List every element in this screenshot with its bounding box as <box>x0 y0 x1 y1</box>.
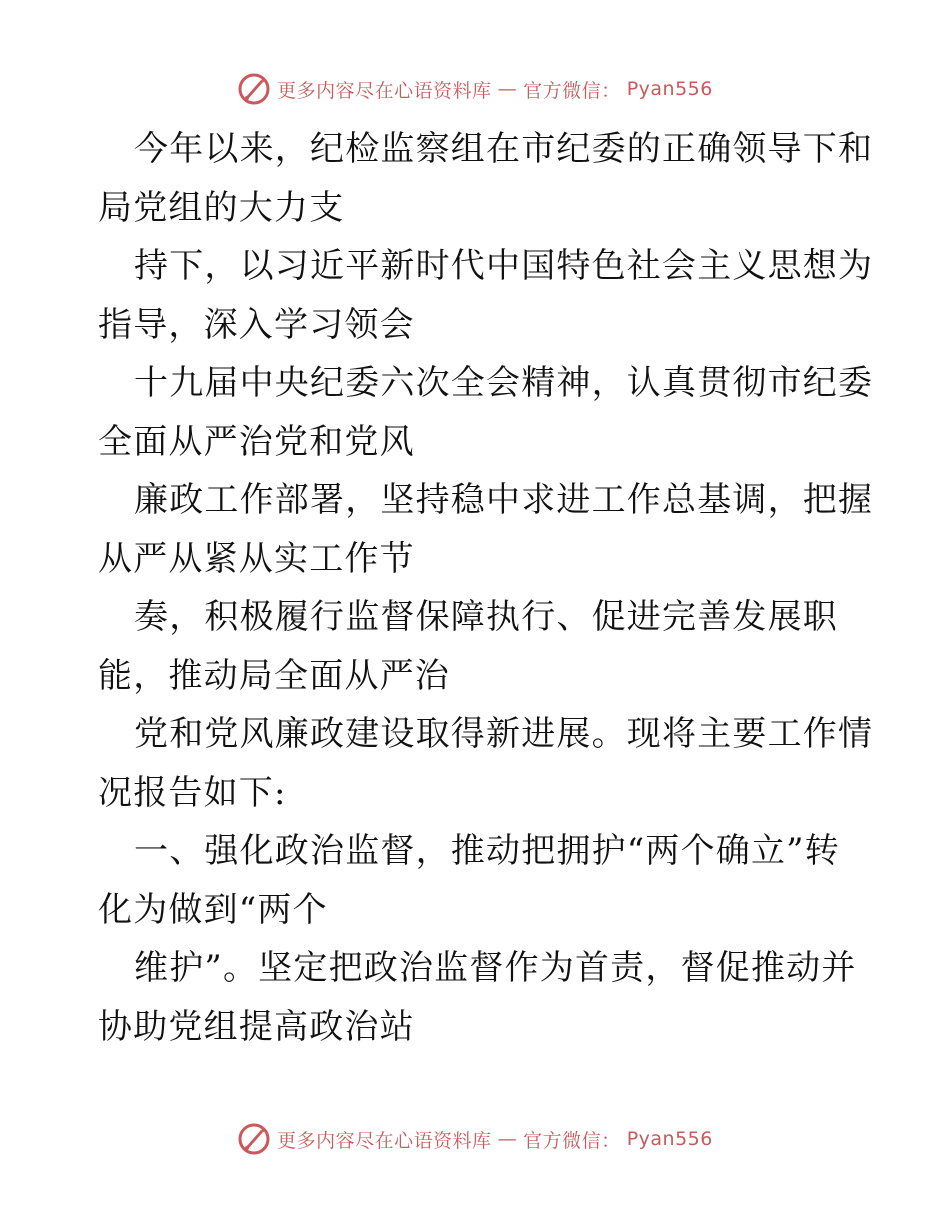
body-line: 化为做到“两个 <box>98 889 328 930</box>
body-line: 局党组的大力支 <box>98 187 345 228</box>
quill-logo-icon <box>237 1122 271 1156</box>
body-line: 奏，积极履行监督保障执行、促进完善发展职 <box>134 597 838 637</box>
watermark-separator: — <box>497 1128 518 1150</box>
body-line: 协助党组提高政治站 <box>98 1006 415 1047</box>
body-line: 一、强化政治监督，推动把拥护“两个确立”转 <box>134 831 840 871</box>
body-line: 指导，深入学习领会 <box>98 304 415 345</box>
body-line: 十九届中央纪委六次全会精神，认真贯彻市纪委 <box>134 363 874 403</box>
watermark-text: 更多内容尽在心语资料库 <box>277 79 492 102</box>
watermark-text: 更多内容尽在心语资料库 <box>277 1129 492 1152</box>
document-body <box>98 120 874 1056</box>
body-line: 从严从紧从实工作节 <box>98 538 415 579</box>
watermark-wechat-id: Pyan556 <box>626 1128 713 1150</box>
watermark-wechat-id: Pyan556 <box>626 78 713 100</box>
body-line: 全面从严治党和党风 <box>98 421 415 462</box>
body-line: 持下，以习近平新时代中国特色社会主义思想为 <box>134 246 874 286</box>
footer-watermark <box>0 1122 950 1156</box>
watermark-wechat-label: 官方微信： <box>523 79 621 102</box>
body-line: 维护”。坚定把政治监督作为首责，督促推动并 <box>134 948 857 988</box>
quill-logo-icon <box>237 72 271 106</box>
body-line: 今年以来，纪检监察组在市纪委的正确领导下和 <box>134 129 874 169</box>
body-line: 能，推动局全面从严治 <box>98 655 450 696</box>
watermark-separator: — <box>497 78 518 100</box>
body-line: 况报告如下: <box>98 772 287 813</box>
body-line: 廉政工作部署，坚持稳中求进工作总基调，把握 <box>134 480 874 520</box>
body-line: 党和党风廉政建设取得新进展。现将主要工作情 <box>134 714 874 754</box>
watermark-wechat-label: 官方微信： <box>523 1129 621 1152</box>
header-watermark <box>0 72 950 106</box>
